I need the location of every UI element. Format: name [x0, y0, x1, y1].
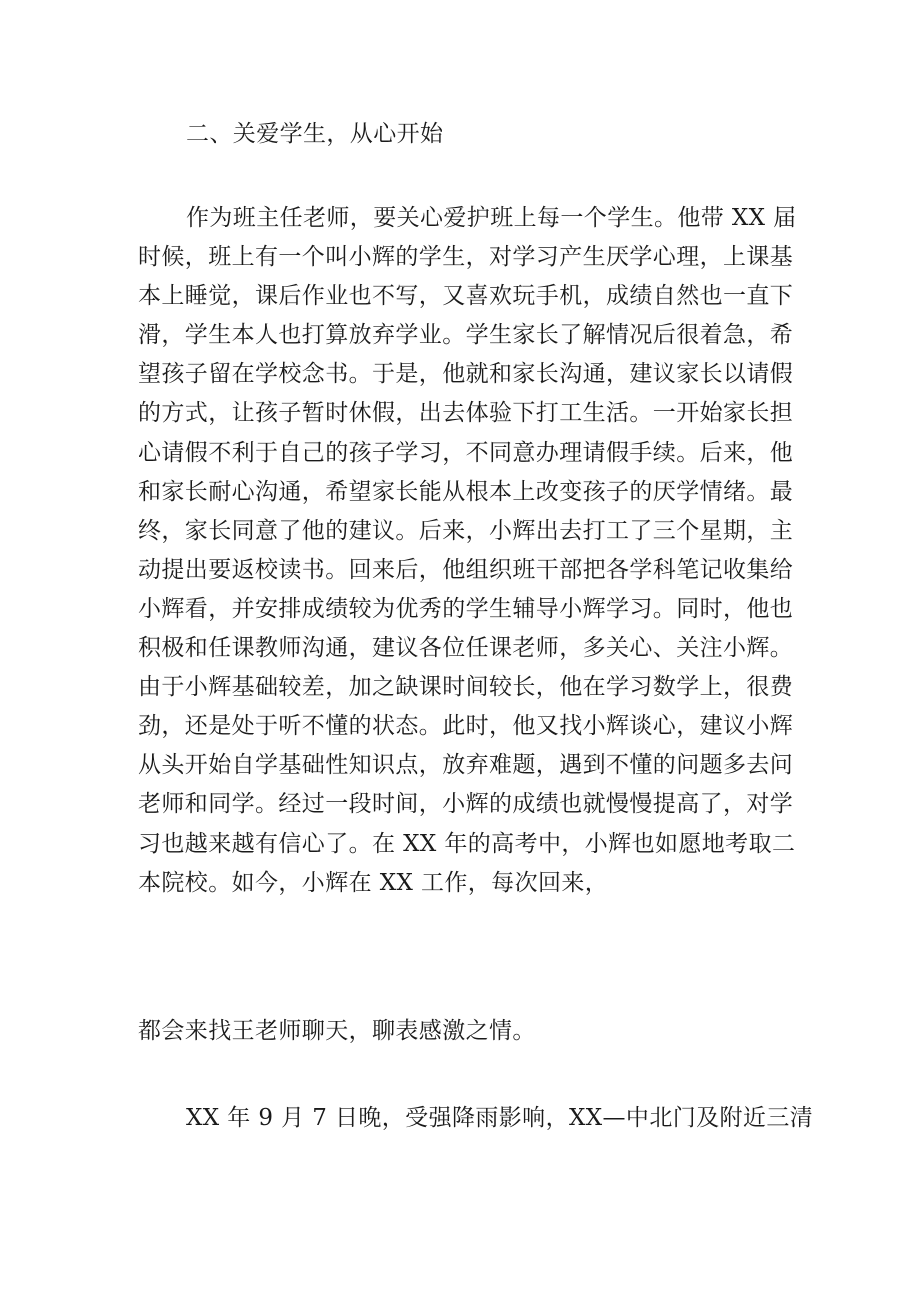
paragraph-line: 滑，学生本人也打算放弃学业。学生家长了解情况后很着急，希	[138, 322, 794, 349]
paragraph-line: 习也越来越有信心了。在 XX 年的高考中，小辉也如愿地考取二	[138, 830, 796, 857]
paragraph-line: 心请假不利于自己的孩子学习，不同意办理请假手续。后来，他	[138, 439, 794, 466]
paragraph-line: 本上睡觉，课后作业也不写，又喜欢玩手机，成绩自然也一直下	[138, 283, 794, 310]
section-heading	[138, 115, 846, 154]
paragraph-line: 本院校。如今，小辉在 XX 工作，每次回来，	[138, 869, 609, 896]
body-paragraph	[138, 1012, 798, 1051]
body-paragraph	[138, 1099, 814, 1138]
paragraph-line: 动提出要返校读书。回来后，他组织班干部把各学科笔记收集给	[138, 556, 794, 583]
paragraph-line: 劲，还是处于听不懂的状态。此时，他又找小辉谈心，建议小辉	[138, 713, 794, 740]
paragraph-line: 时候，班上有一个叫小辉的学生，对学习产生厌学心理，上课基	[138, 244, 794, 271]
paragraph-line: 小辉看，并安排成绩较为优秀的学生辅导小辉学习。同时，他也	[138, 595, 794, 622]
paragraph-line: 积极和任课教师沟通，建议各位任课老师，多关心、关注小辉。	[138, 635, 794, 662]
paragraph-line: 和家长耐心沟通，希望家长能从根本上改变孩子的厌学情绪。最	[138, 478, 794, 505]
paragraph-line: XX 年 9 月 7 日晚，受强降雨影响，XX—中北门及附近三清	[186, 1105, 814, 1131]
paragraph-line: 的方式，让孩子暂时休假，出去体验下打工生活。一开始家长担	[138, 400, 794, 427]
body-paragraph	[138, 199, 798, 903]
paragraph-line: 由于小辉基础较差，加之缺课时间较长，他在学习数学上，很费	[138, 674, 794, 701]
paragraph-line: 从头开始自学基础性知识点，放弃难题，遇到不懂的问题多去问	[138, 752, 794, 779]
paragraph-line: 老师和同学。经过一段时间，小辉的成绩也就慢慢提高了，对学	[138, 791, 794, 818]
paragraph-line: 作为班主任老师，要关心爱护班上每一个学生。他带 XX 届	[186, 205, 797, 231]
heading-line: 二、关爱学生，从心开始	[186, 121, 444, 147]
paragraph-line: 望孩子留在学校念书。于是，他就和家长沟通，建议家长以请假	[138, 361, 794, 388]
paragraph-line: 都会来找王老师聊天，聊表感激之情。	[138, 1018, 536, 1044]
paragraph-line: 终，家长同意了他的建议。后来，小辉出去打工了三个星期，主	[138, 517, 794, 544]
